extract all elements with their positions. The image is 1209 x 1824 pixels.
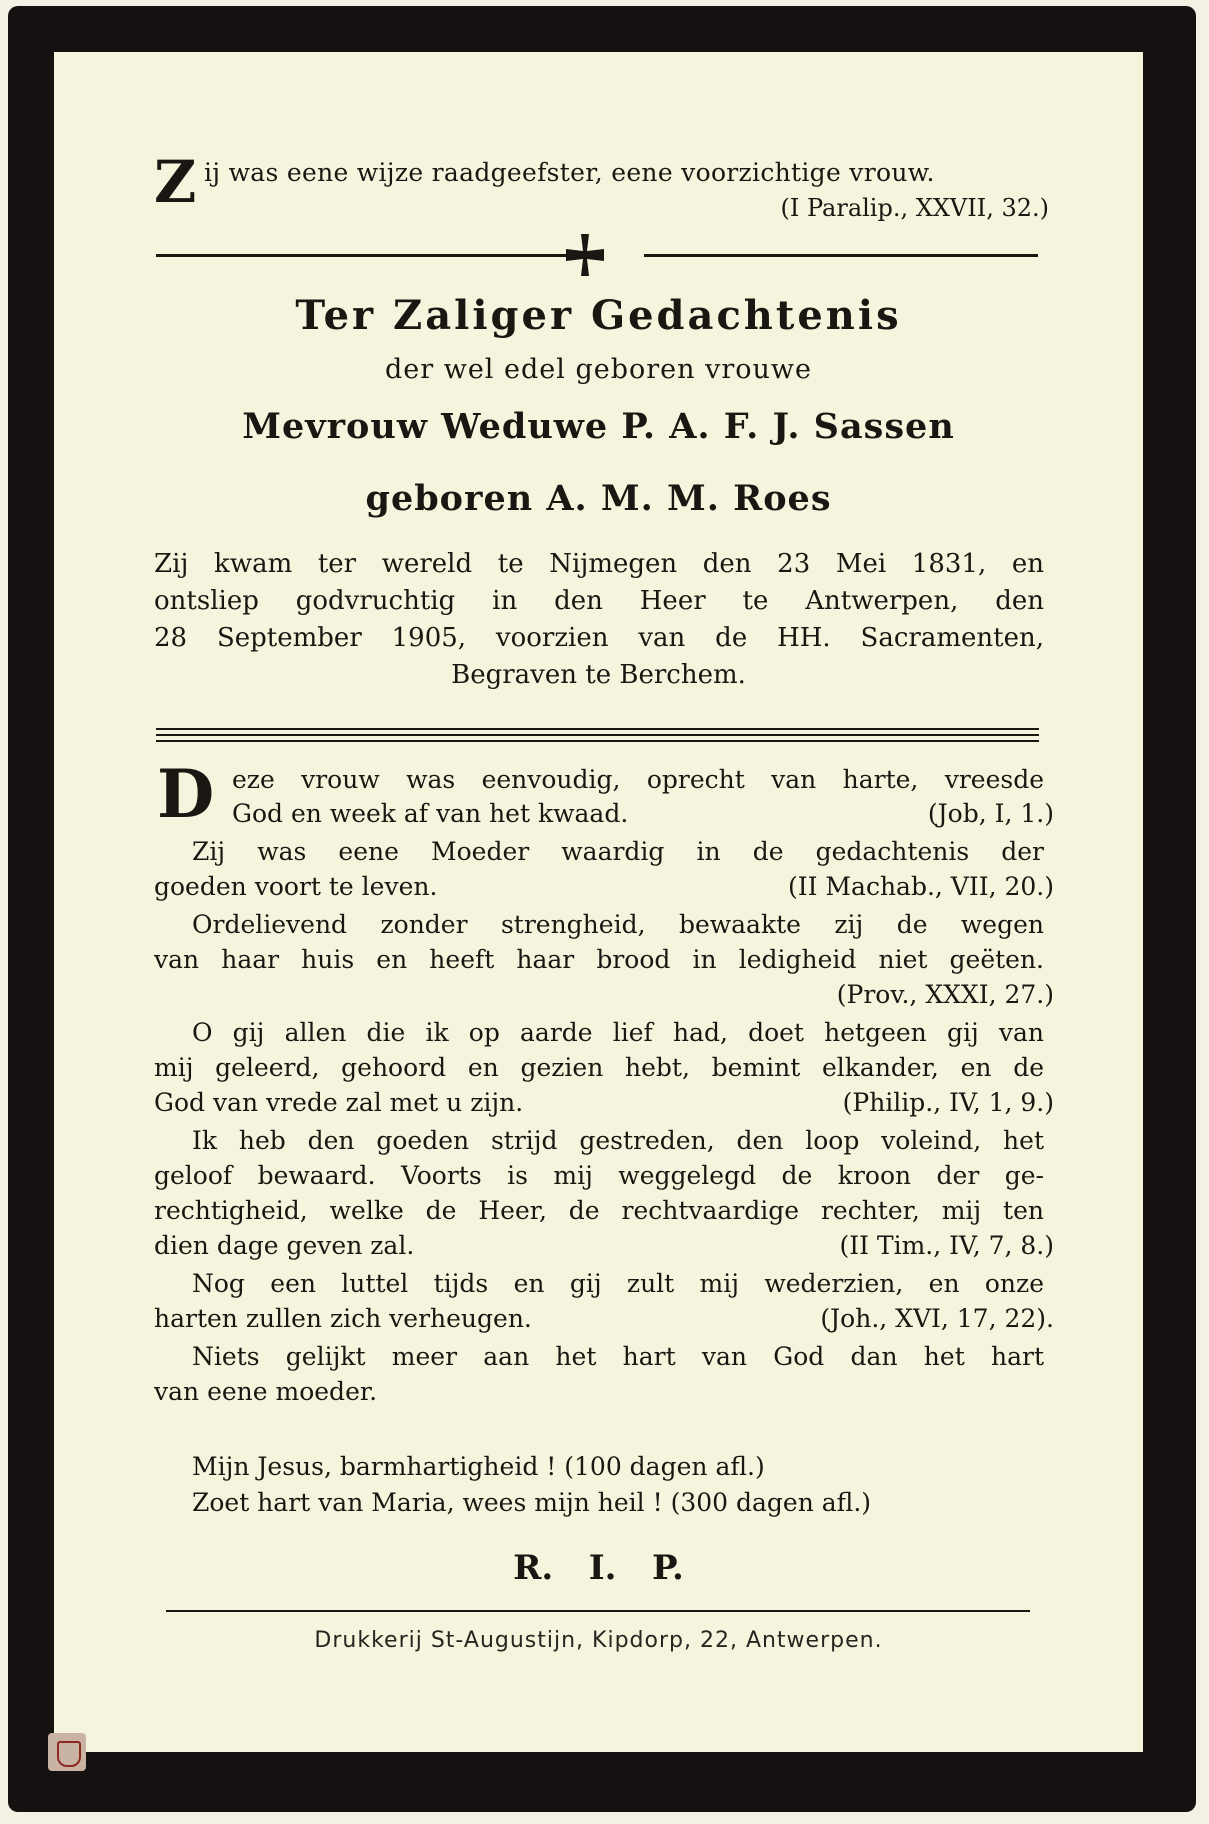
memorial-subtitle: der wel edel geboren vrouwe <box>384 354 813 385</box>
verse-5-line-3: rechtigheid, welke de Heer, de rechtvaardige rechter, mij ten <box>154 1196 1044 1225</box>
verse-6-line-2: harten zullen zich verheugen. <box>154 1304 532 1333</box>
verse-6-line-1: Nog een luttel tijds en gij zult mij wederzien, en onze <box>192 1269 1044 1298</box>
bio-line-2: ontsliep godvruchtig in den Heer te Antwerpen, den <box>154 586 1044 616</box>
deceased-name: Mevrouw Weduwe P. A. F. J. Sassen <box>242 406 955 447</box>
middle-rule-2 <box>156 734 1039 736</box>
bio-line-1: Zij kwam ter wereld te Nijmegen den 23 Mei 1831, en <box>154 549 1044 579</box>
verse-6-reference: (Joh., XVI, 17, 22). <box>820 1304 1054 1333</box>
prayer-1: Mijn Jesus, barmhartigheid ! (100 dagen afl.) <box>192 1452 765 1481</box>
verse-5-reference: (II Tim., IV, 7, 8.) <box>839 1231 1054 1260</box>
printer-imprint: Drukkerij St-Augustijn, Kipdorp, 22, Antwerpen. <box>314 1628 883 1653</box>
verse-7-line-2: van eene moeder. <box>154 1377 378 1406</box>
memorial-card-paper <box>54 52 1143 1752</box>
epigraph-dropcap: Z <box>154 148 197 216</box>
bottom-rule <box>166 1610 1030 1612</box>
verse-4-line-2: mij geleerd, gehoord en gezien hebt, bemint elkander, en de <box>154 1053 1044 1082</box>
verse-2-line-1: Zij was eene Moeder waardig in de gedachtenis der <box>192 837 1044 866</box>
verse-2-line-2: goeden voort te leven. <box>154 872 438 901</box>
epigraph-reference: (I Paralip., XXVII, 32.) <box>780 194 1049 222</box>
verse-3-reference: (Prov., XXXI, 27.) <box>836 980 1054 1009</box>
verse-5-line-1: Ik heb den goeden strijd gestreden, den loop voleind, het <box>192 1126 1044 1155</box>
verse-4-line-3: God van vrede zal met u zijn. <box>154 1088 524 1117</box>
verse-1-line-1: eze vrouw was eenvoudig, oprecht van harte, vreesde <box>232 765 1044 794</box>
verse-3-line-2: van haar huis en heeft haar brood in ledigheid niet geëten. <box>154 945 1044 974</box>
maiden-name: geboren A. M. M. Roes <box>365 478 832 519</box>
middle-rule-1 <box>156 728 1039 730</box>
bio-line-4: Begraven te Berchem. <box>451 660 746 690</box>
verse-4-line-1: O gij allen die ik op aarde lief had, doet hetgeen gij van <box>192 1018 1044 1047</box>
rip-initials: R. I. P. <box>513 1548 684 1588</box>
prayer-2: Zoet hart van Maria, wees mijn heil ! (300 dagen afl.) <box>192 1488 872 1517</box>
bio-line-3: 28 September 1905, voorzien van de HH. Sacramenten, <box>154 623 1044 653</box>
cross-pattee-icon <box>562 232 608 278</box>
verse-3-line-1: Ordelievend zonder strengheid, bewaakte zij de wegen <box>192 910 1044 939</box>
verse-2-reference: (II Machab., VII, 20.) <box>787 872 1054 901</box>
middle-rule-3 <box>156 740 1039 742</box>
verse-1-line-2: God en week af van het kwaad. <box>232 799 629 828</box>
verse-4-reference: (Philip., IV, 1, 9.) <box>842 1088 1054 1117</box>
top-rule-right <box>644 254 1038 257</box>
verse-7-line-1: Niets gelijkt meer aan het hart van God dan het hart <box>192 1342 1044 1371</box>
heraldic-seal-icon <box>48 1733 86 1771</box>
verses-dropcap: D <box>157 755 215 833</box>
verse-5-line-2: geloof bewaard. Voorts is mij weggelegd de kroon der ge- <box>154 1161 1044 1190</box>
memorial-title: Ter Zaliger Gedachtenis <box>295 292 902 339</box>
verse-5-line-4: dien dage geven zal. <box>154 1231 415 1260</box>
epigraph-line: ij was eene wijze raadgeefster, eene voorzichtige vrouw. <box>204 158 935 187</box>
verse-1-reference: (Job, I, 1.) <box>927 799 1054 828</box>
top-rule-left <box>156 254 574 257</box>
